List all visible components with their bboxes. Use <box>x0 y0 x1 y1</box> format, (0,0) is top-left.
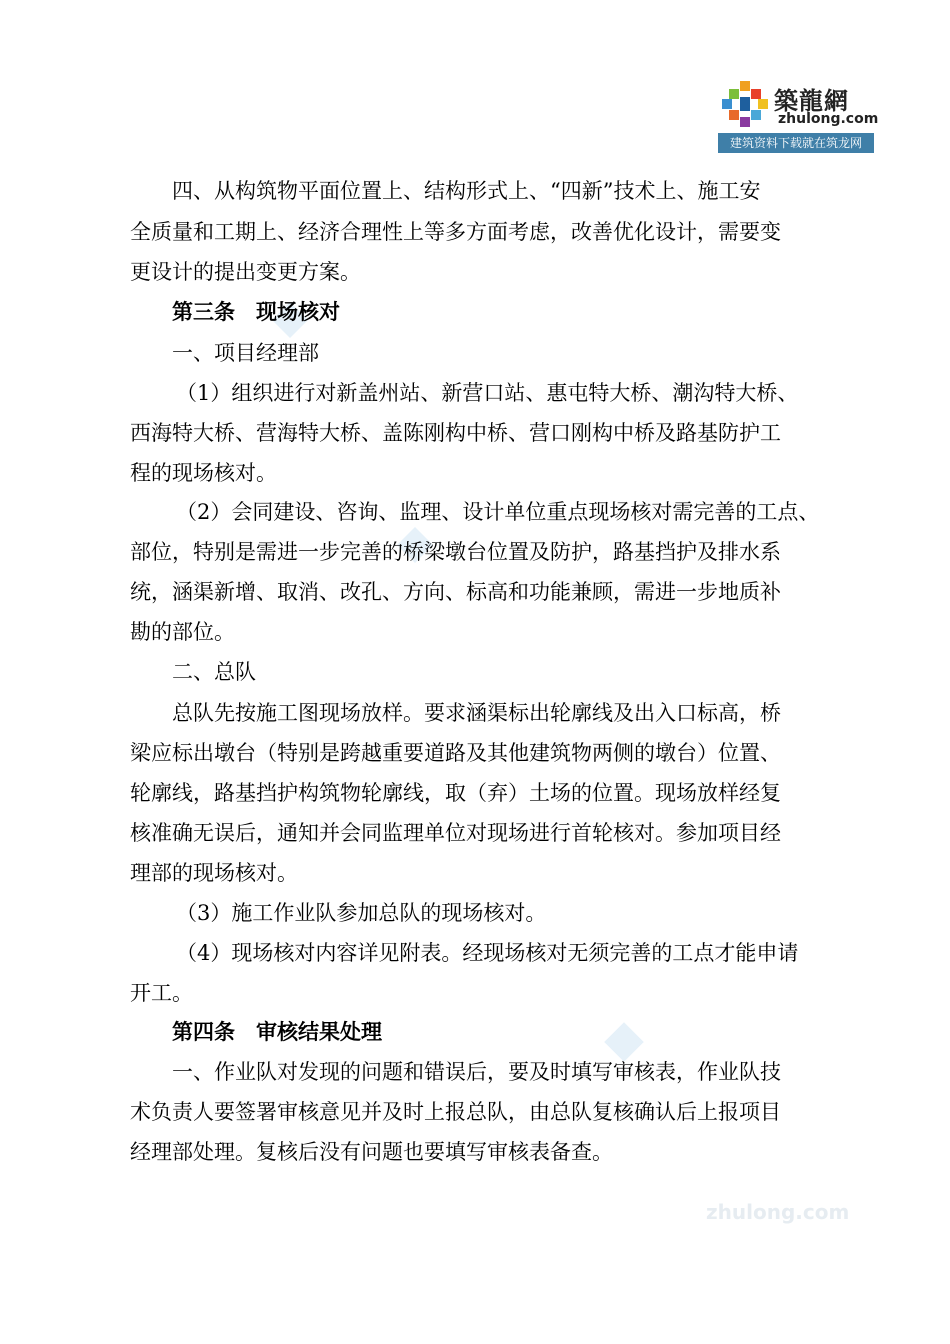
text-line: 西海特大桥、营海特大桥、盖陈刚构中桥、营口刚构中桥及路基防护工 <box>130 421 781 445</box>
text-line: 总队先按施工图现场放样。要求涵渠标出轮廓线及出入口标高，桥 <box>172 701 781 725</box>
text-line: 程的现场核对。 <box>130 461 277 485</box>
text-line: 核准确无误后，通知并会同监理单位对现场进行首轮核对。参加项目经 <box>130 821 781 845</box>
text-line: 二、总队 <box>172 660 256 684</box>
text-line: 统，涵渠新增、取消、改孔、方向、标高和功能兼顾，需进一步地质补 <box>130 580 781 604</box>
logo-mark-icon <box>720 79 770 129</box>
text-line: 全质量和工期上、经济合理性上等多方面考虑，改善优化设计，需要变 <box>130 220 781 244</box>
text-line: 梁应标出墩台（特别是跨越重要道路及其他建筑物两侧的墩台）位置、 <box>130 741 781 765</box>
text-line: （1）组织进行对新盖州站、新营口站、惠屯特大桥、潮沟特大桥、 <box>176 381 799 405</box>
section-heading: 第三条 现场核对 <box>172 300 340 324</box>
logo-name: 築龍網 <box>774 87 849 115</box>
zhulong-logo <box>718 77 879 153</box>
text-line: 经理部处理。复核后没有问题也要填写审核表备查。 <box>130 1140 613 1164</box>
text-line: 开工。 <box>130 981 193 1005</box>
watermark-text: zhulong.com <box>706 1200 850 1224</box>
text-line: （3）施工作业队参加总队的现场核对。 <box>176 901 547 925</box>
text-line: （4）现场核对内容详见附表。经现场核对无须完善的工点才能申请 <box>176 941 799 965</box>
text-line: 一、项目经理部 <box>172 341 319 365</box>
text-line: 四、从构筑物平面位置上、结构形式上、“四新”技术上、施工安 <box>172 179 761 203</box>
logo-domain: zhulong.com <box>778 111 879 127</box>
text-line: 理部的现场核对。 <box>130 861 298 885</box>
text-line: 轮廓线，路基挡护构筑物轮廓线，取（弃）土场的位置。现场放样经复 <box>130 781 781 805</box>
text-line: 勘的部位。 <box>130 620 235 644</box>
text-line: 术负责人要签署审核意见并及时上报总队，由总队复核确认后上报项目 <box>130 1100 781 1124</box>
text-line: （2）会同建设、咨询、监理、设计单位重点现场核对需完善的工点、 <box>176 500 820 524</box>
text-line: 更设计的提出变更方案。 <box>130 260 361 284</box>
section-heading: 第四条 审核结果处理 <box>172 1020 382 1044</box>
logo-slogan: 建筑资料下载就在筑龙网 <box>718 133 874 153</box>
text-line: 部位，特别是需进一步完善的桥梁墩台位置及防护，路基挡护及排水系 <box>130 540 781 564</box>
text-line: 一、作业队对发现的问题和错误后，要及时填写审核表，作业队技 <box>172 1060 781 1084</box>
